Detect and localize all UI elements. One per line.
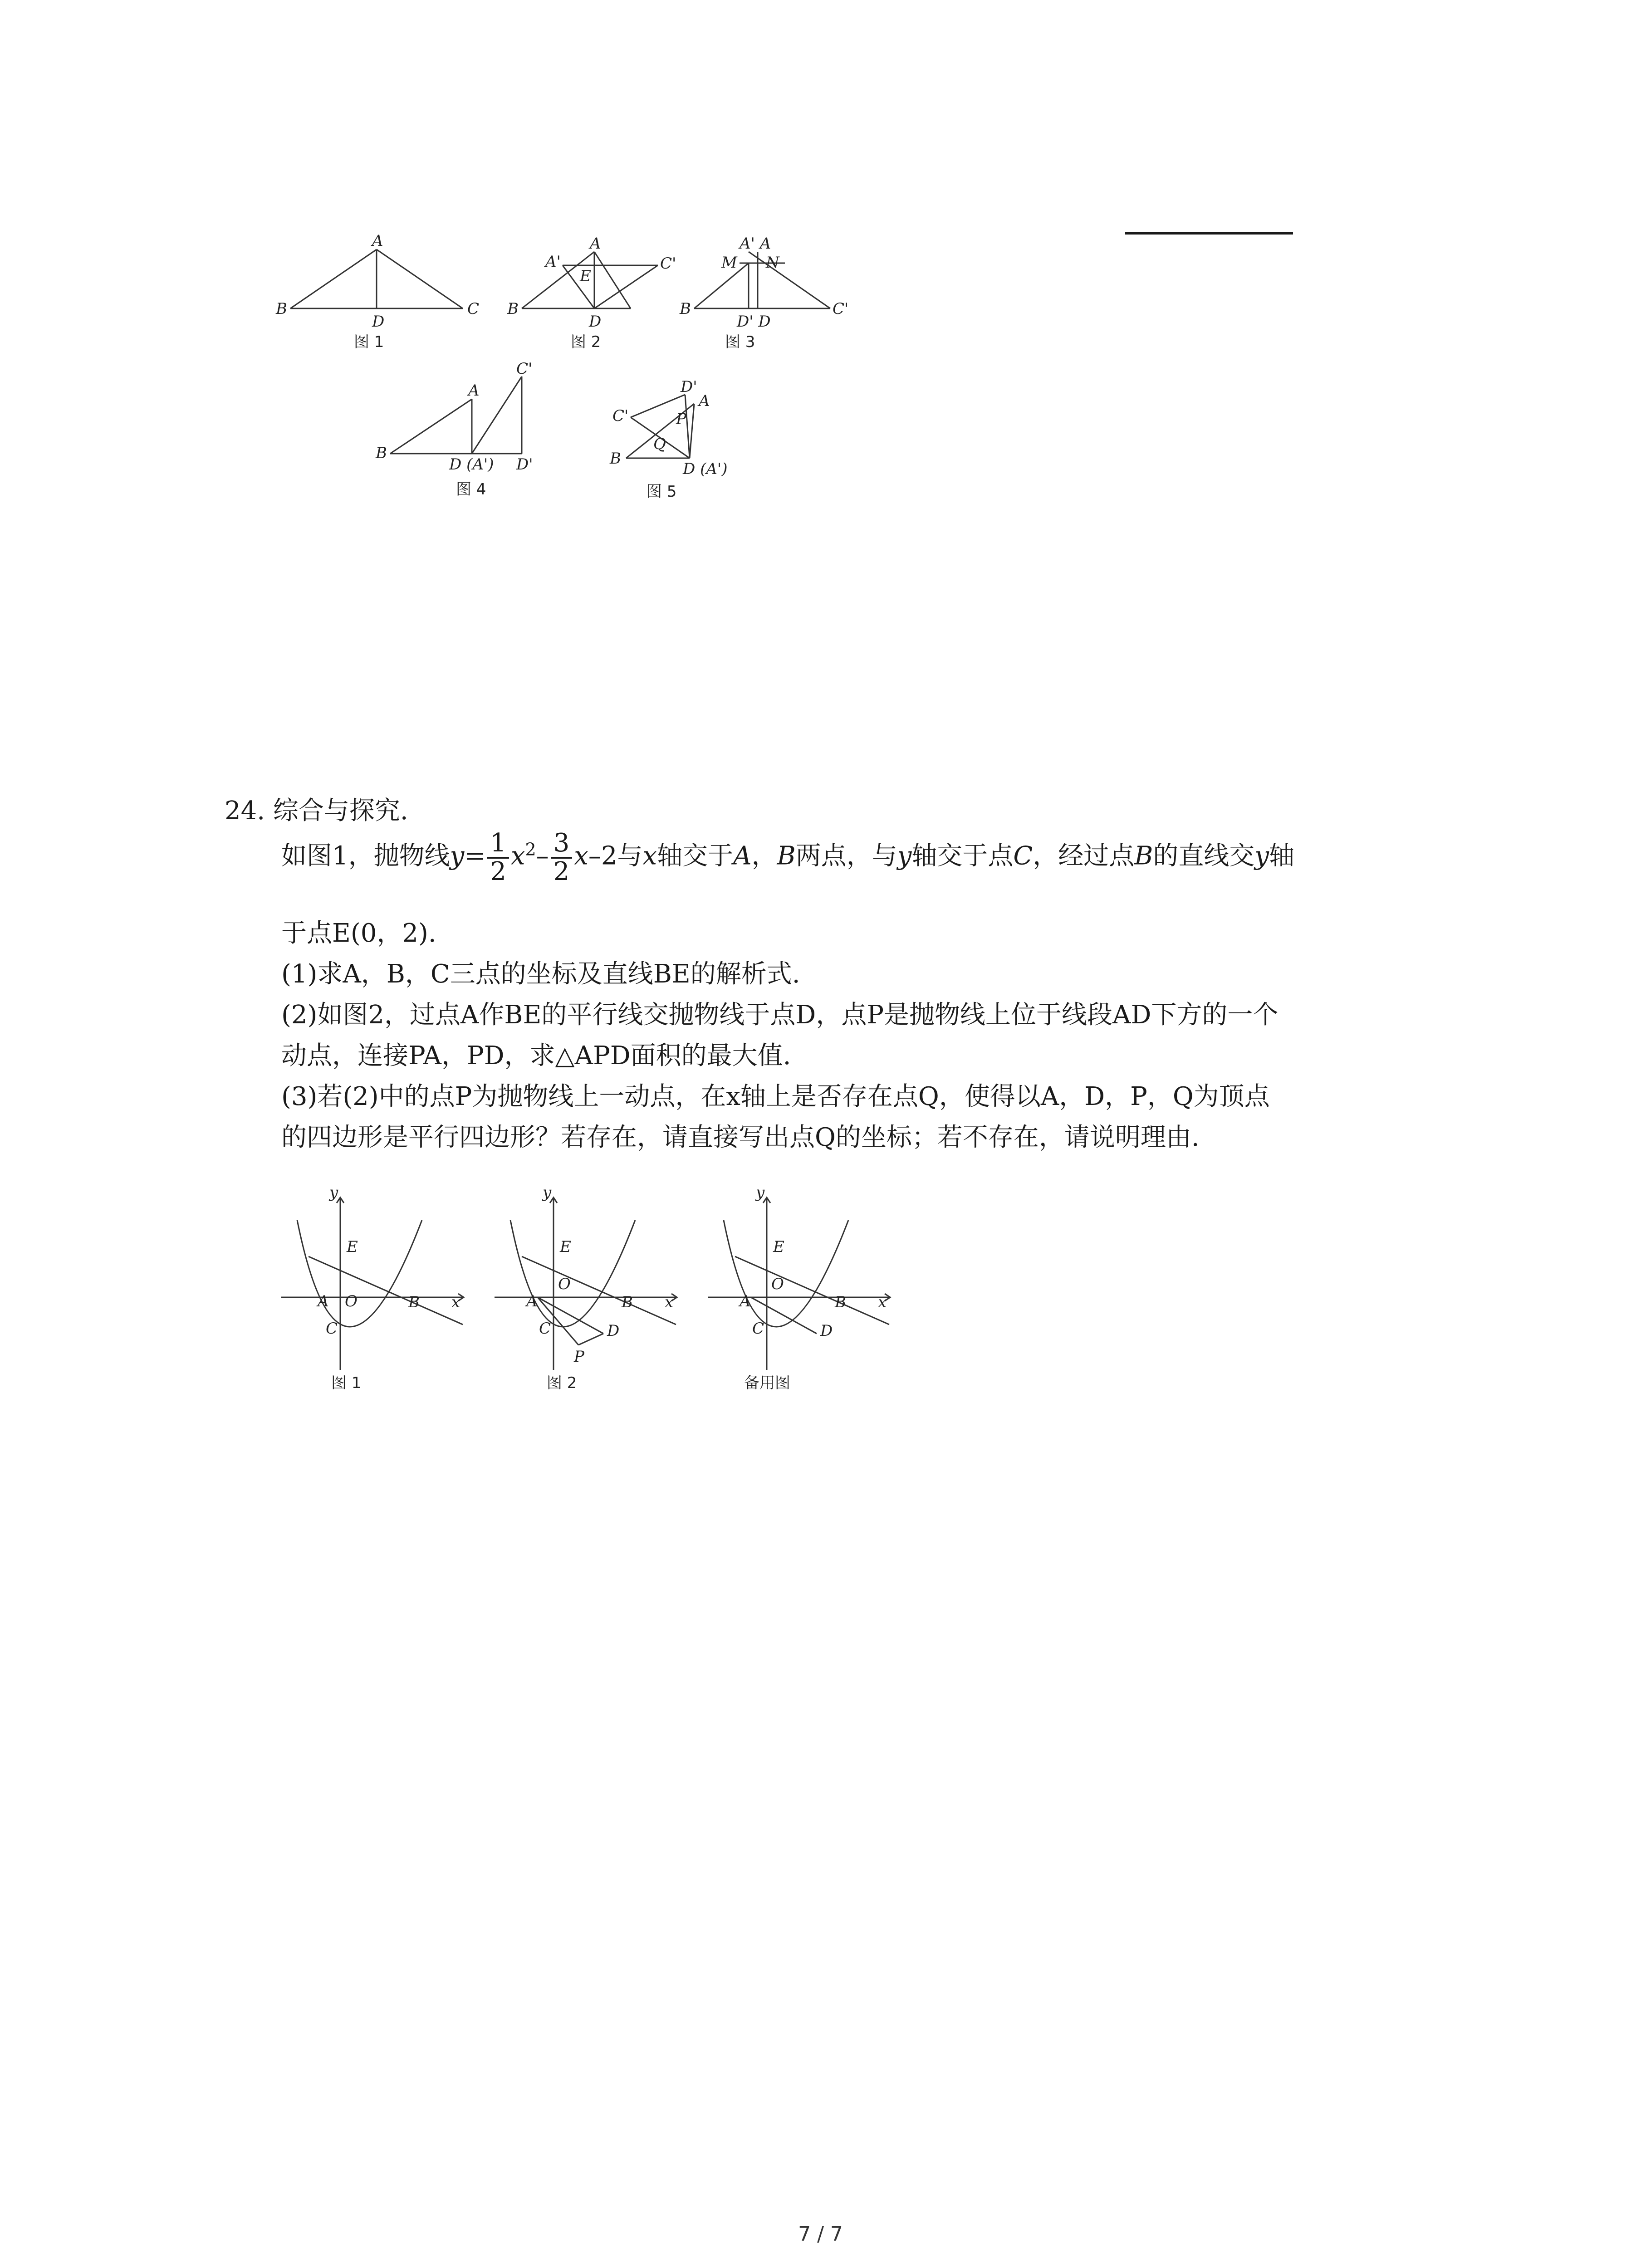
var-y: y xyxy=(450,841,465,871)
point-label-a: A xyxy=(372,232,383,250)
point-label-c-prime: C' xyxy=(833,300,849,318)
point-label-b: B xyxy=(507,300,519,318)
question-title: 综合与探究. xyxy=(273,796,408,826)
point-label-d: D xyxy=(607,1322,620,1340)
var-x-axis: x xyxy=(642,841,657,871)
point-c: C xyxy=(1013,841,1033,871)
var-y-axis: y xyxy=(897,841,912,871)
point-label-c-prime: C' xyxy=(612,407,629,425)
point-label-a: A xyxy=(318,1292,329,1310)
page-number: 7 / 7 xyxy=(798,2223,843,2246)
bottom-figure-2 xyxy=(485,1183,685,1393)
axis-label-y: y xyxy=(756,1183,765,1202)
equals-sign: = xyxy=(464,841,486,871)
intro-text: 两点，与 xyxy=(795,841,897,871)
point-label-a-prime-a: A' A xyxy=(740,235,771,253)
point-label-p: P xyxy=(574,1348,584,1366)
point-label-c: C xyxy=(752,1320,764,1338)
figure-caption: 图 4 xyxy=(456,480,486,499)
point-label-d: D xyxy=(820,1322,833,1340)
part-2-line-1: (2)如图2，过点A作BE的平行线交抛物线于点D，点P是抛物线上位于线段AD下方的一个 xyxy=(281,1000,1279,1030)
point-label-b: B xyxy=(610,450,621,468)
point-label-b: B xyxy=(276,300,287,318)
point-label-m: M xyxy=(721,254,737,272)
intro-text: 轴 xyxy=(1269,841,1294,871)
point-label-o: O xyxy=(771,1275,784,1293)
intro-text: –2与 xyxy=(588,841,643,871)
part-3-line-1: (3)若(2)中的点P为抛物线上一动点，在x轴上是否存在点Q，使得以A，D，P，Q为顶点 xyxy=(281,1082,1270,1111)
answer-blank-line xyxy=(1125,232,1293,235)
part-1: (1)求A，B，C三点的坐标及直线BE的解析式. xyxy=(281,959,800,989)
intro-text: ，经过点 xyxy=(1033,841,1135,871)
top-figure-1 xyxy=(272,232,481,354)
point-label-b: B xyxy=(408,1293,420,1311)
intro-line-2: 于点E(0，2). xyxy=(281,919,436,948)
point-label-d-prime: D' xyxy=(516,455,533,474)
fraction-denominator: 2 xyxy=(490,856,506,886)
point-label-a: A xyxy=(468,381,480,400)
var-x: x xyxy=(510,841,525,871)
point-b: B xyxy=(1134,841,1153,871)
point-label-c-prime: C' xyxy=(660,254,676,273)
top-figure-4 xyxy=(372,360,590,508)
top-figure-2 xyxy=(504,236,694,354)
point-label-n: N xyxy=(766,254,779,272)
top-figure-3 xyxy=(676,236,867,354)
point-label-d-a-prime: D (A') xyxy=(449,455,494,474)
point-label-d: D xyxy=(589,313,602,331)
fraction-numerator: 1 xyxy=(487,830,509,859)
point-b: B xyxy=(777,841,796,871)
figure-caption: 备用图 xyxy=(744,1374,790,1392)
point-label-d-prime: D' xyxy=(681,378,697,396)
point-label-p: P xyxy=(676,410,686,428)
top-figure-5 xyxy=(603,378,794,508)
figure-caption: 图 1 xyxy=(354,333,384,351)
point-label-a: A xyxy=(590,235,601,253)
point-label-e: E xyxy=(347,1238,358,1256)
figure-caption: 图 2 xyxy=(571,333,601,351)
figure-caption: 图 3 xyxy=(725,333,755,351)
point-label-a: A xyxy=(699,392,710,410)
intro-line-1 xyxy=(281,830,1294,885)
point-label-a: A xyxy=(740,1292,751,1310)
figure-caption: 图 2 xyxy=(547,1374,577,1392)
point-label-e: E xyxy=(560,1238,571,1256)
question-number: 24. xyxy=(225,796,265,826)
point-label-d-a-prime: D (A') xyxy=(683,460,728,478)
intro-text: ， xyxy=(751,841,777,871)
part-2-line-2: 动点，连接PA，PD，求△APD面积的最大值. xyxy=(281,1041,791,1070)
point-label-b: B xyxy=(622,1293,633,1311)
point-label-b: B xyxy=(835,1293,846,1311)
fraction-denominator: 2 xyxy=(553,856,570,886)
axis-label-y: y xyxy=(543,1183,552,1202)
axis-label-y: y xyxy=(329,1183,338,1202)
intro-text: 如图1，抛物线 xyxy=(281,841,450,871)
intro-text: 轴交于点 xyxy=(911,841,1014,871)
part-3-line-2: 的四边形是平行四边形？若存在，请直接写出点Q的坐标；若不存在，请说明理由. xyxy=(281,1123,1200,1152)
point-label-e: E xyxy=(580,267,591,285)
minus-sign: – xyxy=(536,841,549,871)
bottom-figure-1 xyxy=(272,1183,472,1393)
intro-text: 轴交于 xyxy=(657,841,734,871)
point-label-c: C xyxy=(467,300,480,318)
figure-caption: 图 5 xyxy=(647,483,677,501)
axis-label-x: x xyxy=(665,1293,674,1311)
point-label-o: O xyxy=(345,1292,358,1310)
var-y-axis: y xyxy=(1254,841,1269,871)
axis-label-x: x xyxy=(878,1293,887,1311)
bottom-figure-spare xyxy=(699,1183,898,1393)
axis-label-x: x xyxy=(451,1293,460,1311)
point-label-a: A xyxy=(526,1292,538,1310)
question-heading xyxy=(225,798,408,824)
exponent: 2 xyxy=(525,839,536,860)
point-label-b: B xyxy=(376,444,387,462)
point-label-c-prime: C' xyxy=(516,360,533,378)
point-label-o: O xyxy=(558,1275,571,1293)
point-label-c: C xyxy=(326,1320,338,1338)
figure-caption: 图 1 xyxy=(331,1374,362,1392)
fraction-one-half xyxy=(487,830,509,885)
fraction-numerator: 3 xyxy=(551,830,573,859)
point-label-d-prime-d: D' D xyxy=(737,313,771,331)
point-label-c: C xyxy=(539,1320,551,1338)
point-label-d: D xyxy=(372,313,385,331)
point-label-q: Q xyxy=(653,435,666,453)
var-x: x xyxy=(574,841,588,871)
point-a: A xyxy=(733,841,752,871)
fraction-three-halves xyxy=(551,830,573,885)
point-label-e: E xyxy=(773,1238,784,1256)
point-label-a-prime: A' xyxy=(545,253,561,271)
point-label-b: B xyxy=(680,300,691,318)
intro-text: 的直线交 xyxy=(1153,841,1255,871)
